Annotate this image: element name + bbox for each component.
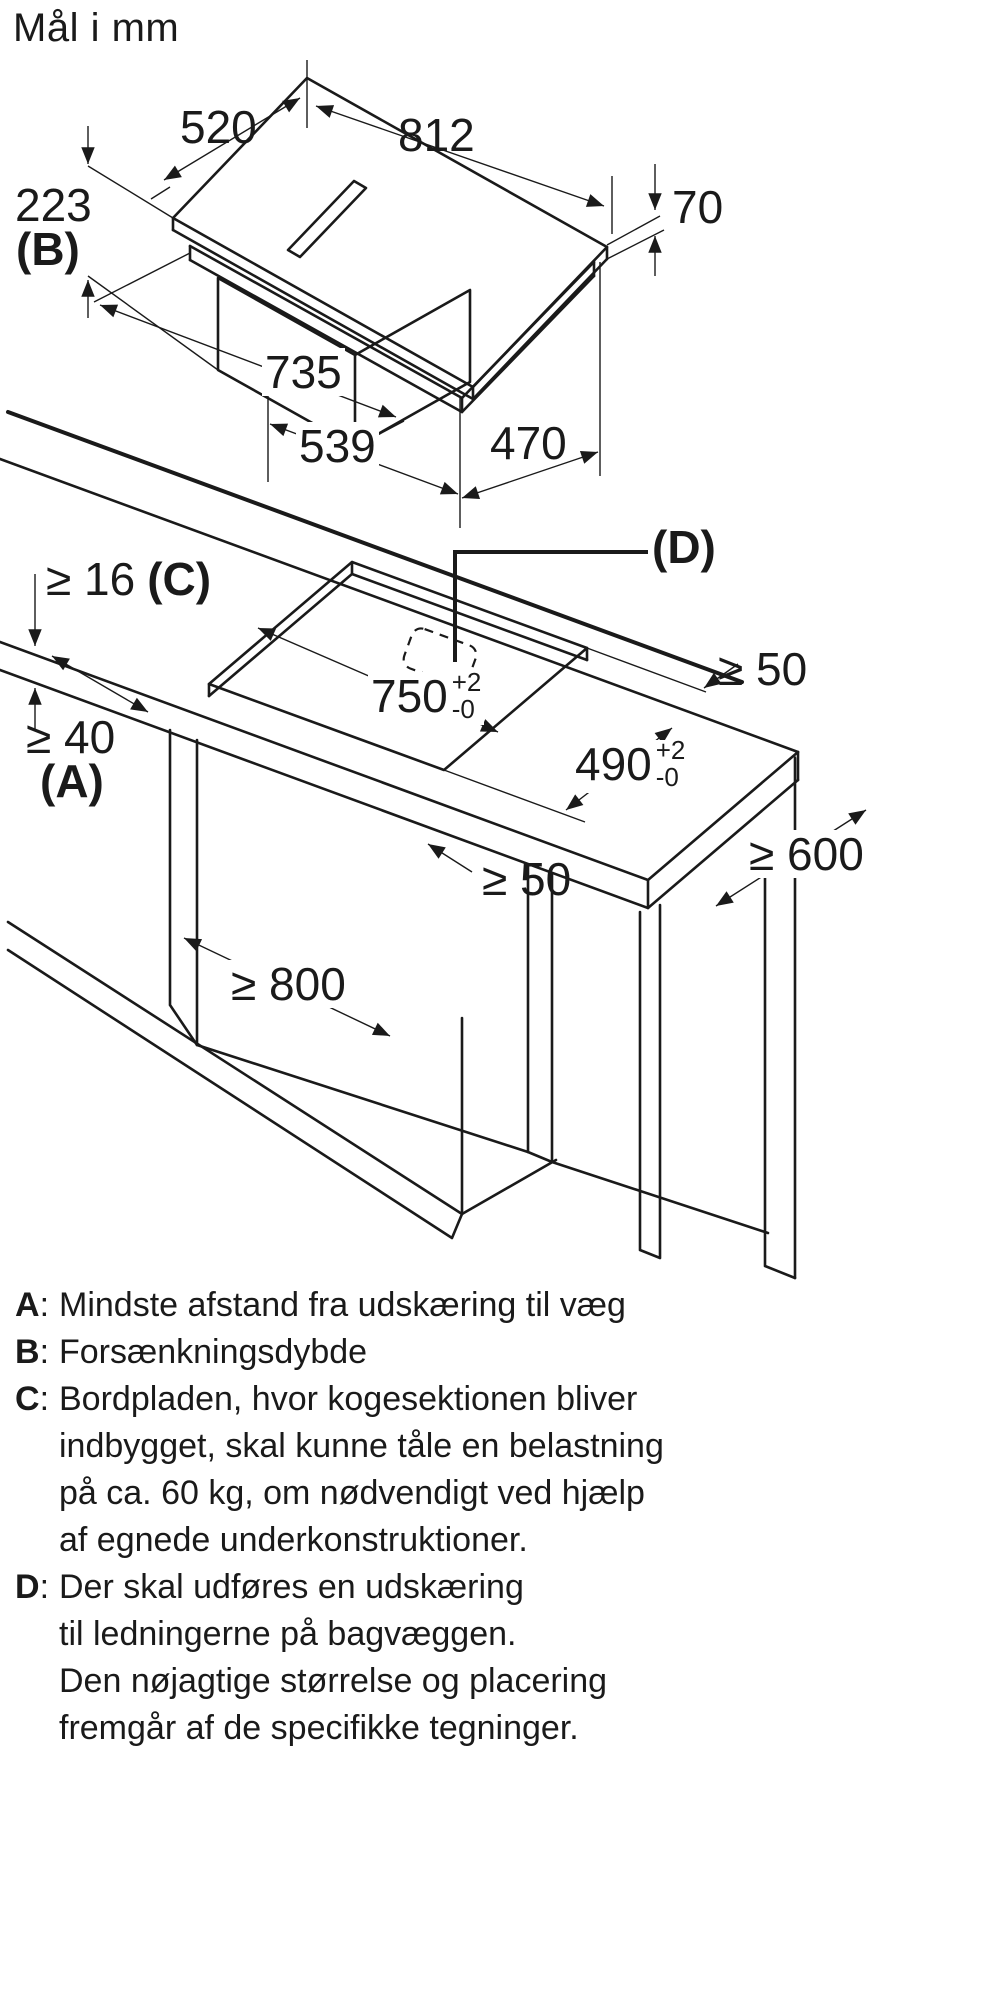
dim-worktop-thickness: ≥ 16 (C) [46, 553, 212, 605]
dim-cabinet-width: ≥ 800 [228, 960, 349, 1008]
dim-box-height-ref: (B) [16, 223, 80, 275]
page-title: Mål i mm [13, 6, 180, 50]
dim-worktop-depth: ≥ 600 [746, 830, 867, 878]
dim-bottom-right: 470 [490, 417, 567, 469]
dim-clearance-back: ≥ 50 [718, 643, 808, 695]
legend-text: Mindste afstand fra udskæring til væg [59, 1286, 626, 1324]
dim-bottom-left: 539 [296, 422, 379, 470]
legend-text: indbygget, skal kunne tåle en belastning [59, 1427, 664, 1465]
legend-text: Forsænkningsdybde [59, 1333, 368, 1371]
dim-cable-cutout-ref: (D) [652, 521, 716, 573]
legend [15, 1282, 975, 1752]
legend-text: af egnede underkonstruktioner. [59, 1521, 528, 1559]
dim-total-width: 812 [398, 109, 475, 161]
legend-item-b: B: Forsænkningsdybde [15, 1329, 975, 1376]
dim-top-depth: 520 [180, 101, 257, 153]
d-callout-line [455, 552, 648, 662]
dim-cutout-width: 750 +2 -0 [368, 672, 484, 725]
legend-text: fremgår af de specifikke tegninger. [59, 1709, 579, 1747]
legend-text: Der skal udføres en udskæring [59, 1568, 524, 1606]
legend-text: på ca. 60 kg, om nødvendigt ved hjælp [59, 1474, 645, 1512]
dim-cutout-depth: 490 +2 -0 [572, 740, 688, 793]
legend-text: Bordpladen, hvor kogesektionen bliver [59, 1380, 638, 1418]
dim-box-length: 735 [262, 348, 345, 396]
dim-clearance-front: ≥ 50 [482, 853, 572, 905]
legend-item-c: C: Bordpladen, hvor kogesektionen bliver indbygget, skal kunne tåle en belastning på ca. 60 kg, om nødvendigt ved hjælp af egnede underkonstruktioner. [15, 1376, 975, 1564]
dim-wall-distance: ≥ 40 [26, 711, 116, 763]
legend-text: til ledningerne på bagvæggen. [59, 1615, 517, 1653]
legend-text: Den nøjagtige størrelse og placering [59, 1662, 608, 1700]
dim-glass-thickness: 70 [672, 181, 724, 233]
legend-item-d: D: Der skal udføres en udskæring til ledningerne på bagvæggen. Den nøjagtige størrelse og placering fremgår af de specifikke tegninger. [15, 1564, 975, 1752]
dim-box-height: 223 [15, 179, 92, 231]
dim-wall-distance-ref: (A) [40, 755, 104, 807]
legend-item-a: A: Mindste afstand fra udskæring til væg [15, 1282, 975, 1329]
